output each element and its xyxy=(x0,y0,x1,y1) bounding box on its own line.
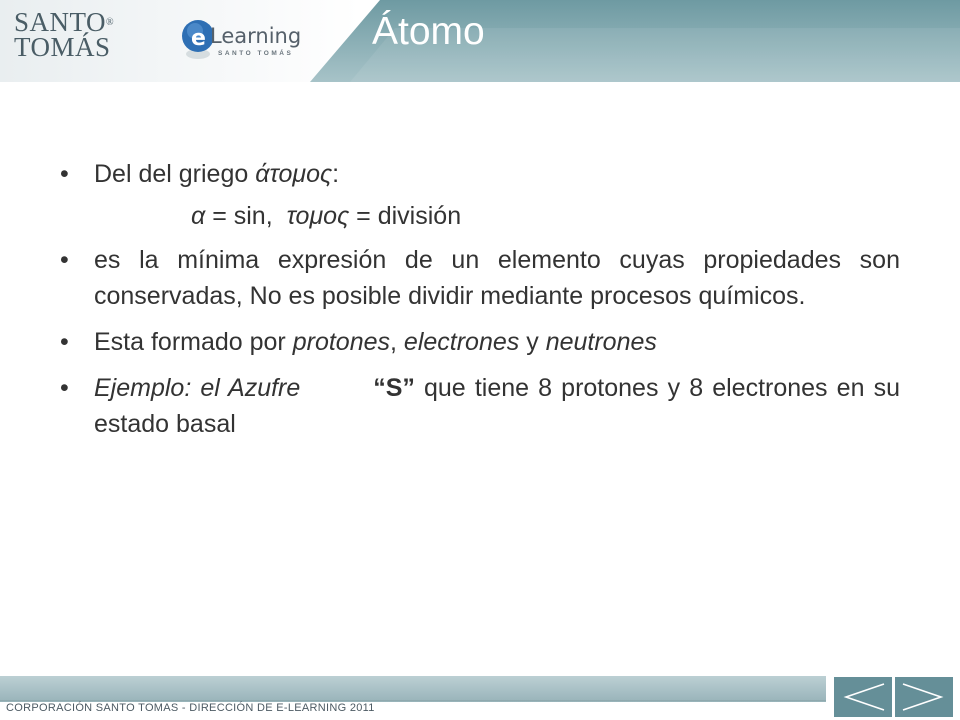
logo-line2: TOMÁS xyxy=(14,32,111,62)
bullet-item-definition xyxy=(60,242,900,314)
composition-text: Esta formado por xyxy=(94,328,293,356)
example-gap xyxy=(300,374,373,402)
example-label: Ejemplo: el Azufre xyxy=(94,374,301,402)
greek-tomos: τομος xyxy=(286,202,350,230)
bullet-icon: • xyxy=(60,246,69,274)
slide-content xyxy=(60,156,900,452)
example-text: que tiene 8 protones y 8 electrones en su estado basal xyxy=(94,374,900,438)
elearning-logo xyxy=(180,16,310,66)
elearning-subtitle: SANTO TOMÁS xyxy=(218,50,294,57)
bullet-icon: • xyxy=(60,160,69,188)
previous-slide-button[interactable] xyxy=(834,677,892,717)
santo-tomas-logo xyxy=(14,7,115,62)
bullet-icon: • xyxy=(60,374,69,402)
bullet-icon: • xyxy=(60,328,69,356)
slide-title: Átomo xyxy=(372,10,485,53)
greek-alpha: α xyxy=(191,202,206,230)
sulfur-symbol: “S” xyxy=(373,374,415,402)
footer-text: CORPORACIÓN SANTO TOMAS - DIRECCIÓN DE E-LEARNING 2011 xyxy=(6,702,375,714)
protons-term: protones xyxy=(292,328,391,356)
bullet-item-example xyxy=(60,370,900,442)
logo-registered: ® xyxy=(106,17,115,28)
greek-word: άτομος xyxy=(255,160,333,188)
next-slide-button[interactable] xyxy=(895,677,953,717)
etymology-prefix: Del del griego xyxy=(94,160,256,188)
composition-sep1: , xyxy=(390,328,404,356)
etymology-breakdown xyxy=(60,198,900,234)
bullet-item-etymology xyxy=(60,156,900,192)
bullet-item-composition xyxy=(60,324,900,360)
neutrons-term: neutrones xyxy=(545,328,657,356)
tomos-meaning: = división xyxy=(349,202,462,230)
alpha-meaning: = sin, xyxy=(205,202,287,230)
logo-line1: SANTO xyxy=(14,7,107,37)
elearning-letter: e xyxy=(191,26,206,51)
composition-sep2: y xyxy=(519,328,546,356)
etymology-suffix: : xyxy=(332,160,340,188)
elearning-word: Learning xyxy=(210,24,302,48)
slide-header xyxy=(0,0,960,82)
definition-text: es la mínima expresión de un elemento cuyas propiedades son conservadas, No es posible dividir mediante procesos químicos. xyxy=(94,246,900,310)
electrons-term: electrones xyxy=(403,328,520,356)
